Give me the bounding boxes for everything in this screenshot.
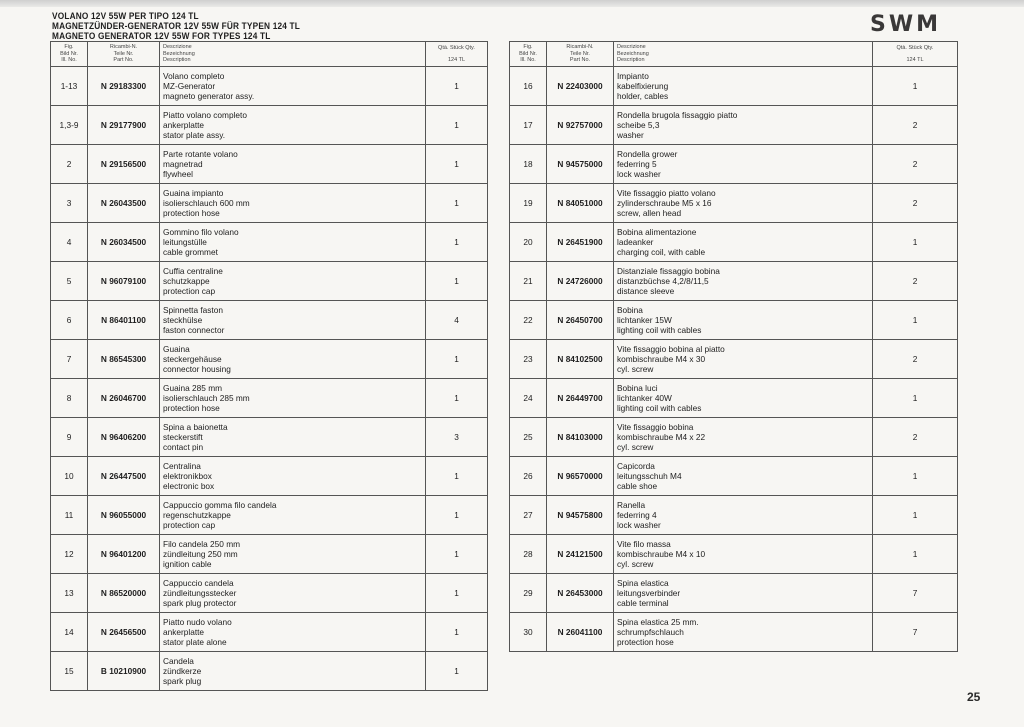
description-line: steckergehäuse xyxy=(163,354,222,364)
fig-number: 29 xyxy=(510,574,547,613)
fig-number: 3 xyxy=(51,184,88,223)
part-number: N 26451900 xyxy=(547,223,614,262)
quantity: 1 xyxy=(873,535,958,574)
description-line: Gommino filo volano xyxy=(163,227,239,237)
description-line: schutzkappe xyxy=(163,276,210,286)
description-line: cable shoe xyxy=(617,481,658,491)
swm-logo: SWM xyxy=(870,12,942,37)
part-number: N 26034500 xyxy=(88,223,160,262)
scan-top-edge xyxy=(0,0,1024,7)
part-description xyxy=(614,223,873,262)
part-number: N 86545300 xyxy=(88,340,160,379)
part-description xyxy=(614,145,873,184)
description-line: Capicorda xyxy=(617,461,655,471)
table-row xyxy=(510,145,958,184)
description-line: Spinnetta faston xyxy=(163,305,223,315)
part-description xyxy=(160,67,426,106)
table-row xyxy=(51,145,488,184)
description-line: Bobina xyxy=(617,305,643,315)
description-line: Vite fissaggio piatto volano xyxy=(617,188,716,198)
quantity: 1 xyxy=(426,457,488,496)
description-line: ankerplatte xyxy=(163,120,205,130)
fig-number: 24 xyxy=(510,379,547,418)
description-line: MZ-Generator xyxy=(163,81,216,91)
part-description xyxy=(614,301,873,340)
description-line: Vite filo massa xyxy=(617,539,671,549)
fig-number: 10 xyxy=(51,457,88,496)
table-row xyxy=(51,301,488,340)
table-row xyxy=(510,418,958,457)
fig-number: 13 xyxy=(51,574,88,613)
quantity: 1 xyxy=(426,652,488,691)
description-line: magneto generator assy. xyxy=(163,91,255,101)
part-description xyxy=(614,106,873,145)
description-line: Guaina 285 mm xyxy=(163,383,223,393)
description-line: contact pin xyxy=(163,442,204,452)
description-line: leitungstülle xyxy=(163,237,207,247)
part-number: N 29177900 xyxy=(88,106,160,145)
part-description xyxy=(614,379,873,418)
fig-number: 22 xyxy=(510,301,547,340)
table-row xyxy=(51,613,488,652)
description-line: Cappuccio gomma filo candela xyxy=(163,500,277,510)
fig-number: 2 xyxy=(51,145,88,184)
description-line: lock washer xyxy=(617,520,661,530)
part-description xyxy=(614,184,873,223)
part-number: N 92757000 xyxy=(547,106,614,145)
part-description xyxy=(160,535,426,574)
description-line: magnetrad xyxy=(163,159,203,169)
description-line: charging coil, with cable xyxy=(617,247,706,257)
table-row xyxy=(510,67,958,106)
table-row xyxy=(510,457,958,496)
quantity: 2 xyxy=(873,262,958,301)
fig-number: 27 xyxy=(510,496,547,535)
fig-number: 12 xyxy=(51,535,88,574)
quantity: 3 xyxy=(426,418,488,457)
description-line: lock washer xyxy=(617,169,661,179)
quantity: 1 xyxy=(873,457,958,496)
part-number: N 29156500 xyxy=(88,145,160,184)
description-line: Guaina impianto xyxy=(163,188,224,198)
table-row xyxy=(51,535,488,574)
description-line: stator plate alone xyxy=(163,637,227,647)
quantity: 1 xyxy=(426,106,488,145)
fig-number: 11 xyxy=(51,496,88,535)
fig-number: 21 xyxy=(510,262,547,301)
description-line: Spina elastica xyxy=(617,578,669,588)
description-line: ignition cable xyxy=(163,559,212,569)
quantity: 1 xyxy=(426,145,488,184)
fig-number: 14 xyxy=(51,613,88,652)
part-description xyxy=(160,223,426,262)
description-line: Spina elastica 25 mm. xyxy=(617,617,699,627)
table-row xyxy=(510,223,958,262)
part-description xyxy=(614,67,873,106)
part-number: N 26043500 xyxy=(88,184,160,223)
description-line: isolierschlauch 285 mm xyxy=(163,393,250,403)
table-row xyxy=(51,652,488,691)
quantity: 2 xyxy=(873,106,958,145)
table-row xyxy=(510,184,958,223)
part-description xyxy=(160,418,426,457)
quantity: 7 xyxy=(873,574,958,613)
quantity: 1 xyxy=(426,574,488,613)
col-header-fig: Fig. Bild Nr. Ill. No. xyxy=(510,42,547,67)
description-line: scheibe 5,3 xyxy=(617,120,660,130)
table-row xyxy=(510,340,958,379)
quantity: 1 xyxy=(873,67,958,106)
table-row xyxy=(510,535,958,574)
description-line: lighting coil with cables xyxy=(617,403,702,413)
fig-number: 16 xyxy=(510,67,547,106)
table-row xyxy=(51,184,488,223)
table-row xyxy=(51,379,488,418)
right-rows xyxy=(510,67,958,652)
quantity: 2 xyxy=(873,184,958,223)
description-line: cyl. screw xyxy=(617,559,654,569)
description-line: steckerstift xyxy=(163,432,203,442)
col-header-qty: Qtà. Stück Qty. 124 TL xyxy=(426,42,488,67)
description-line: cable terminal xyxy=(617,598,669,608)
description-line: Guaina xyxy=(163,344,190,354)
table-row xyxy=(51,418,488,457)
header-title-italian: VOLANO 12V 55W PER TIPO 124 TL xyxy=(52,11,199,21)
table-row xyxy=(51,496,488,535)
description-line: Impianto xyxy=(617,71,649,81)
description-line: isolierschlauch 600 mm xyxy=(163,198,250,208)
quantity: 1 xyxy=(426,340,488,379)
fig-number: 18 xyxy=(510,145,547,184)
description-line: Piatto volano completo xyxy=(163,110,247,120)
part-number: N 94575000 xyxy=(547,145,614,184)
description-line: kabelfixierung xyxy=(617,81,669,91)
table-header-row xyxy=(51,42,488,67)
description-line: federring 4 xyxy=(617,510,657,520)
fig-number: 4 xyxy=(51,223,88,262)
description-line: protection hose xyxy=(617,637,674,647)
part-description xyxy=(160,457,426,496)
col-header-part: Ricambi-N. Teile Nr. Part No. xyxy=(88,42,160,67)
part-number: N 84103000 xyxy=(547,418,614,457)
description-line: schrumpfschlauch xyxy=(617,627,684,637)
part-description xyxy=(160,106,426,145)
description-line: Filo candela 250 mm xyxy=(163,539,241,549)
description-line: Cappuccio candela xyxy=(163,578,234,588)
description-line: Rondella grower xyxy=(617,149,678,159)
parts-table-right xyxy=(509,41,958,652)
description-line: Bobina alimentazione xyxy=(617,227,697,237)
description-line: spark plug xyxy=(163,676,202,686)
table-row xyxy=(510,262,958,301)
part-description xyxy=(614,496,873,535)
description-line: screw, allen head xyxy=(617,208,682,218)
left-rows xyxy=(51,67,488,691)
page-header xyxy=(52,11,652,41)
part-description xyxy=(160,145,426,184)
description-line: protection hose xyxy=(163,208,220,218)
fig-number: 28 xyxy=(510,535,547,574)
description-line: zündleitung 250 mm xyxy=(163,549,238,559)
fig-number: 1,3-9 xyxy=(51,106,88,145)
part-description xyxy=(160,613,426,652)
fig-number: 30 xyxy=(510,613,547,652)
description-line: zündkerze xyxy=(163,666,202,676)
fig-number: 26 xyxy=(510,457,547,496)
part-description xyxy=(614,457,873,496)
col-header-fig: Fig. Bild Nr. Ill. No. xyxy=(51,42,88,67)
description-line: ankerplatte xyxy=(163,627,205,637)
description-line: lichtanker 40W xyxy=(617,393,672,403)
fig-number: 7 xyxy=(51,340,88,379)
quantity: 1 xyxy=(873,223,958,262)
part-number: N 29183300 xyxy=(88,67,160,106)
table-row xyxy=(51,223,488,262)
description-line: electronic box xyxy=(163,481,215,491)
description-line: Cuffia centraline xyxy=(163,266,223,276)
header-title-english: MAGNETO GENERATOR 12V 55W FOR TYPES 124 TL xyxy=(52,31,271,41)
description-line: protection hose xyxy=(163,403,220,413)
fig-number: 6 xyxy=(51,301,88,340)
part-number: N 26453000 xyxy=(547,574,614,613)
description-line: Distanziale fissaggio bobina xyxy=(617,266,720,276)
description-line: Vite fissaggio bobina xyxy=(617,422,694,432)
part-description xyxy=(160,652,426,691)
quantity: 1 xyxy=(426,67,488,106)
description-line: regenschutzkappe xyxy=(163,510,231,520)
part-number: N 26450700 xyxy=(547,301,614,340)
part-description xyxy=(160,340,426,379)
part-description xyxy=(614,574,873,613)
part-description xyxy=(160,262,426,301)
part-description xyxy=(160,379,426,418)
part-number: N 84102500 xyxy=(547,340,614,379)
table-row xyxy=(510,613,958,652)
quantity: 1 xyxy=(426,535,488,574)
part-number: N 94575800 xyxy=(547,496,614,535)
fig-number: 20 xyxy=(510,223,547,262)
table-row xyxy=(51,106,488,145)
part-description xyxy=(614,340,873,379)
description-line: elektronikbox xyxy=(163,471,212,481)
quantity: 2 xyxy=(873,145,958,184)
quantity: 2 xyxy=(873,418,958,457)
quantity: 1 xyxy=(873,379,958,418)
description-line: Ranella xyxy=(617,500,646,510)
quantity: 1 xyxy=(426,223,488,262)
part-number: N 26449700 xyxy=(547,379,614,418)
fig-number: 5 xyxy=(51,262,88,301)
description-line: cyl. screw xyxy=(617,442,654,452)
part-number: N 96406200 xyxy=(88,418,160,457)
description-line: Parte rotante volano xyxy=(163,149,238,159)
part-description xyxy=(160,574,426,613)
table-row xyxy=(51,262,488,301)
description-line: connector housing xyxy=(163,364,231,374)
part-number: N 86401100 xyxy=(88,301,160,340)
part-description xyxy=(614,418,873,457)
quantity: 1 xyxy=(426,379,488,418)
description-line: Bobina luci xyxy=(617,383,658,393)
part-number: N 96570000 xyxy=(547,457,614,496)
description-line: leitungsverbinder xyxy=(617,588,681,598)
description-line: kombischraube M4 x 30 xyxy=(617,354,706,364)
description-line: zylinderschraube M5 x 16 xyxy=(617,198,712,208)
col-header-description: Descrizione Bezeichnung Description xyxy=(160,42,426,67)
quantity: 7 xyxy=(873,613,958,652)
col-header-description: Descrizione Bezeichnung Description xyxy=(614,42,873,67)
description-line: kombischraube M4 x 22 xyxy=(617,432,706,442)
fig-number: 8 xyxy=(51,379,88,418)
description-line: Rondella brugola fissaggio piatto xyxy=(617,110,738,120)
fig-number: 19 xyxy=(510,184,547,223)
quantity: 2 xyxy=(873,340,958,379)
description-line: protection cap xyxy=(163,520,216,530)
quantity: 4 xyxy=(426,301,488,340)
part-number: N 24121500 xyxy=(547,535,614,574)
table-row xyxy=(510,574,958,613)
description-line: zündleitungsstecker xyxy=(163,588,237,598)
description-line: faston connector xyxy=(163,325,225,335)
table-row xyxy=(510,301,958,340)
part-description xyxy=(160,496,426,535)
part-number: N 26456500 xyxy=(88,613,160,652)
part-number: N 96079100 xyxy=(88,262,160,301)
part-number: N 96401200 xyxy=(88,535,160,574)
description-line: Spina a baionetta xyxy=(163,422,228,432)
fig-number: 23 xyxy=(510,340,547,379)
part-description xyxy=(160,184,426,223)
fig-number: 1-13 xyxy=(51,67,88,106)
description-line: Centralina xyxy=(163,461,201,471)
part-number: N 96055000 xyxy=(88,496,160,535)
description-line: Piatto nudo volano xyxy=(163,617,232,627)
description-line: Vite fissaggio bobina al piatto xyxy=(617,344,725,354)
description-line: steckhülse xyxy=(163,315,203,325)
quantity: 1 xyxy=(873,301,958,340)
description-line: spark plug protector xyxy=(163,598,237,608)
table-row xyxy=(51,340,488,379)
description-line: flywheel xyxy=(163,169,193,179)
table-row xyxy=(510,496,958,535)
part-description xyxy=(614,613,873,652)
part-description xyxy=(614,535,873,574)
part-number: N 22403000 xyxy=(547,67,614,106)
table-row xyxy=(51,457,488,496)
part-number: N 86520000 xyxy=(88,574,160,613)
part-number: N 26447500 xyxy=(88,457,160,496)
description-line: distanzbüchse 4,2/8/11,5 xyxy=(617,276,709,286)
table-header-row xyxy=(510,42,958,67)
quantity: 1 xyxy=(426,496,488,535)
quantity: 1 xyxy=(426,262,488,301)
part-number: N 84051000 xyxy=(547,184,614,223)
table-row xyxy=(510,106,958,145)
fig-number: 9 xyxy=(51,418,88,457)
fig-number: 25 xyxy=(510,418,547,457)
quantity: 1 xyxy=(426,184,488,223)
description-line: cyl. screw xyxy=(617,364,654,374)
description-line: leitungsschuh M4 xyxy=(617,471,682,481)
fig-number: 15 xyxy=(51,652,88,691)
description-line: ladeanker xyxy=(617,237,654,247)
fig-number: 17 xyxy=(510,106,547,145)
part-description xyxy=(160,301,426,340)
description-line: Candela xyxy=(163,656,194,666)
table-row xyxy=(51,67,488,106)
part-description xyxy=(614,262,873,301)
description-line: holder, cables xyxy=(617,91,669,101)
part-number: N 24726000 xyxy=(547,262,614,301)
description-line: federring 5 xyxy=(617,159,657,169)
description-line: stator plate assy. xyxy=(163,130,226,140)
description-line: protection cap xyxy=(163,286,216,296)
col-header-part: Ricambi-N. Teile Nr. Part No. xyxy=(547,42,614,67)
description-line: distance sleeve xyxy=(617,286,675,296)
parts-table-left xyxy=(50,41,488,691)
quantity: 1 xyxy=(426,613,488,652)
col-header-qty: Qtà. Stück Qty. 124 TL xyxy=(873,42,958,67)
description-line: cable grommet xyxy=(163,247,218,257)
description-line: kombischraube M4 x 10 xyxy=(617,549,706,559)
description-line: washer xyxy=(617,130,644,140)
page-number: 25 xyxy=(967,690,981,704)
quantity: 1 xyxy=(873,496,958,535)
part-number: N 26041100 xyxy=(547,613,614,652)
part-number: N 26046700 xyxy=(88,379,160,418)
table-row xyxy=(51,574,488,613)
part-number: B 10210900 xyxy=(88,652,160,691)
description-line: lichtanker 15W xyxy=(617,315,672,325)
description-line: Volano completo xyxy=(163,71,225,81)
table-row xyxy=(510,379,958,418)
description-line: lighting coil with cables xyxy=(617,325,702,335)
header-title-german: MAGNETZÜNDER-GENERATOR 12V 55W FÜR TYPEN 124 TL xyxy=(52,21,301,31)
